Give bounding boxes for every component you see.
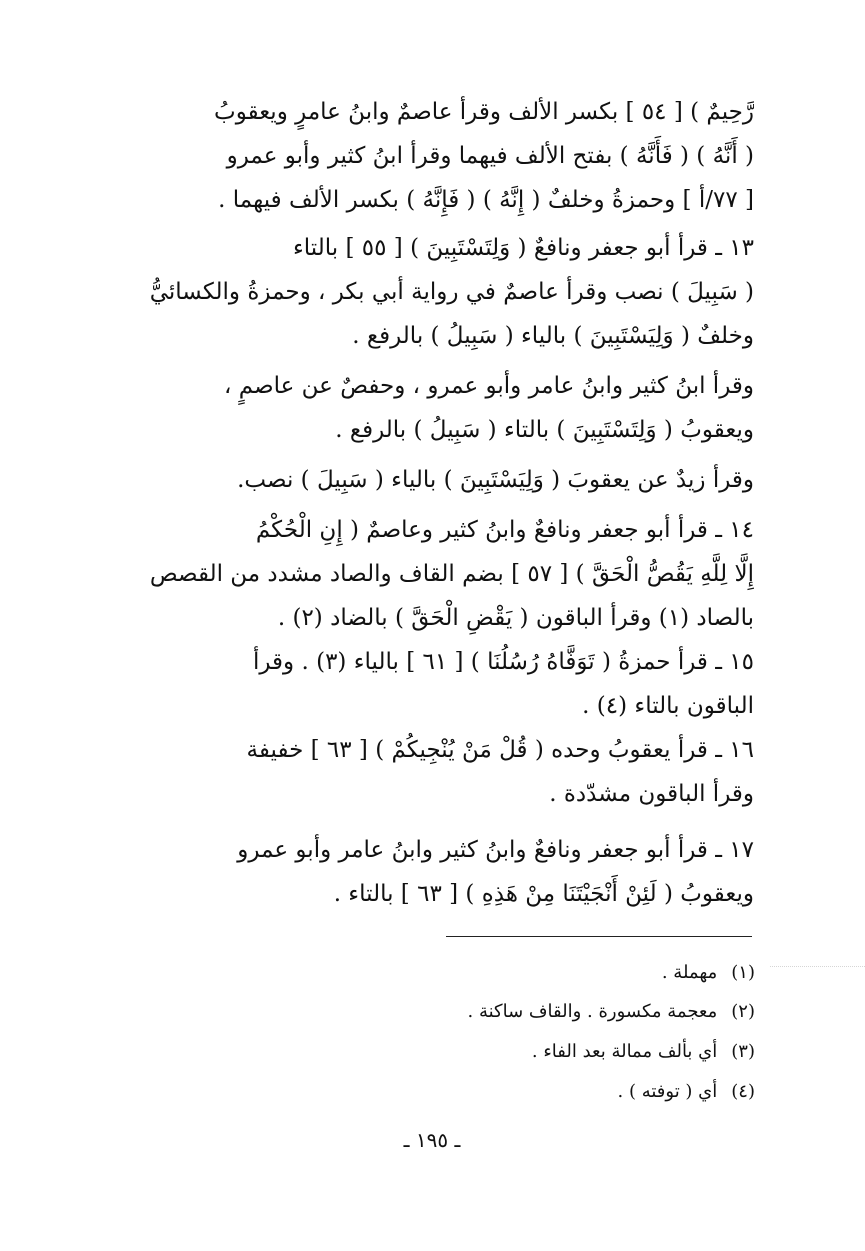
text-line: ١٦ ـ قرأ يعقوبُ وحده ( قُلْ مَنْ يُنْجِيكُمْ ) [ ٦٣ ] خفيفة xyxy=(246,737,754,763)
text-line: وقرأ ابنُ كثير وابنُ عامر وأبو عمرو ، وحفصٌ عن عاصمٍ ، xyxy=(224,373,754,399)
text-line: وقرأ زيدٌ عن يعقوبَ ( وَلِيَسْتَبِينَ ) بالياء ( سَبِيلَ ) نصب. xyxy=(237,467,754,493)
text-line: بالصاد (١) وقرأ الباقون ( يَقْضِ الْحَقَّ ) بالضاد (٢) . xyxy=(277,605,754,631)
paragraph-14 xyxy=(118,508,754,640)
paragraph-13 xyxy=(118,226,754,358)
footnote-number: (٤) xyxy=(731,1081,755,1102)
footnote-4 xyxy=(618,1081,755,1102)
footnote-divider xyxy=(446,936,752,937)
footnote-number: (١) xyxy=(731,962,755,983)
paragraph-17 xyxy=(118,828,754,916)
footnote-text: مهملة . xyxy=(661,962,718,983)
footnote-number: (٢) xyxy=(731,1001,755,1022)
paragraph-15 xyxy=(118,640,754,728)
text-line: الباقون بالتاء (٤) . xyxy=(582,693,754,719)
footnote-1 xyxy=(662,962,755,983)
text-line: ١٤ ـ قرأ أبو جعفر ونافعٌ وابنُ كثير وعاصمٌ ( إِنِ الْحُكْمُ xyxy=(255,517,754,543)
text-line: ١٥ ـ قرأ حمزةُ ( تَوَفَّاهُ رُسُلُنَا ) [ ٦١ ] بالياء (٣) . وقرأ xyxy=(252,649,754,675)
footnote-3 xyxy=(532,1041,755,1062)
text-line: إِلَّا لِلَّهِ يَقُصُّ الْحَقَّ ) [ ٥٧ ] بضم القاف والصاد مشدد من القصص xyxy=(149,561,754,587)
text-line: ١٣ ـ قرأ أبو جعفر ونافعٌ ( وَلِتَسْتَبِينَ ) [ ٥٥ ] بالتاء xyxy=(292,235,754,261)
text-line: ويعقوبُ ( لَئِنْ أَنْجَيْتَنَا مِنْ هَذِهِ ) [ ٦٣ ] بالتاء . xyxy=(333,881,754,907)
footnote-text: معجمة مكسورة . والقاف ساكنة . xyxy=(467,1001,718,1022)
page-number: ـ ١٩٥ ـ xyxy=(403,1128,461,1152)
text-line: ( سَبِيلَ ) نصب وقرأ عاصمٌ في رواية أبي بكر ، وحمزةُ والكسائيُّ xyxy=(149,279,754,305)
footnote-text: أي ( توفته ) . xyxy=(617,1081,718,1102)
footnote-number: (٣) xyxy=(731,1041,755,1062)
scan-specks xyxy=(770,966,865,975)
text-line: ( أَنَّهُ ) ( فَأَنَّهُ ) بفتح الألف فيهما وقرأ ابنُ كثير وأبو عمرو xyxy=(226,143,754,169)
text-line: ويعقوبُ ( وَلِتَسْتَبِينَ ) بالتاء ( سَبِيلُ ) بالرفع . xyxy=(335,417,754,443)
text-line: [ ٧٧/أ ] وحمزةُ وخلفٌ ( إِنَّهُ ) ( فَإِنَّهُ ) بكسر الألف فيهما . xyxy=(218,187,754,213)
paragraph-13-cont xyxy=(118,364,754,452)
text-line: وقرأ الباقون مشدّدة . xyxy=(549,781,754,807)
text-line: ١٧ ـ قرأ أبو جعفر ونافعٌ وابنُ كثير وابنُ عامر وأبو عمرو xyxy=(237,837,754,863)
paragraph-1 xyxy=(118,90,754,222)
text-line: وخلفٌ ( وَلِيَسْتَبِينَ ) بالياء ( سَبِيلُ ) بالرفع . xyxy=(352,323,754,349)
footnote-2 xyxy=(468,1001,756,1022)
paragraph-16 xyxy=(118,728,754,816)
paragraph-13-zaid xyxy=(118,458,754,502)
text-line: رَّحِيمٌ ) [ ٥٤ ] بكسر الألف وقرأ عاصمٌ وابنُ عامرٍ ويعقوبُ xyxy=(214,99,754,125)
footnote-text: أي بألف ممالة بعد الفاء . xyxy=(531,1041,718,1062)
